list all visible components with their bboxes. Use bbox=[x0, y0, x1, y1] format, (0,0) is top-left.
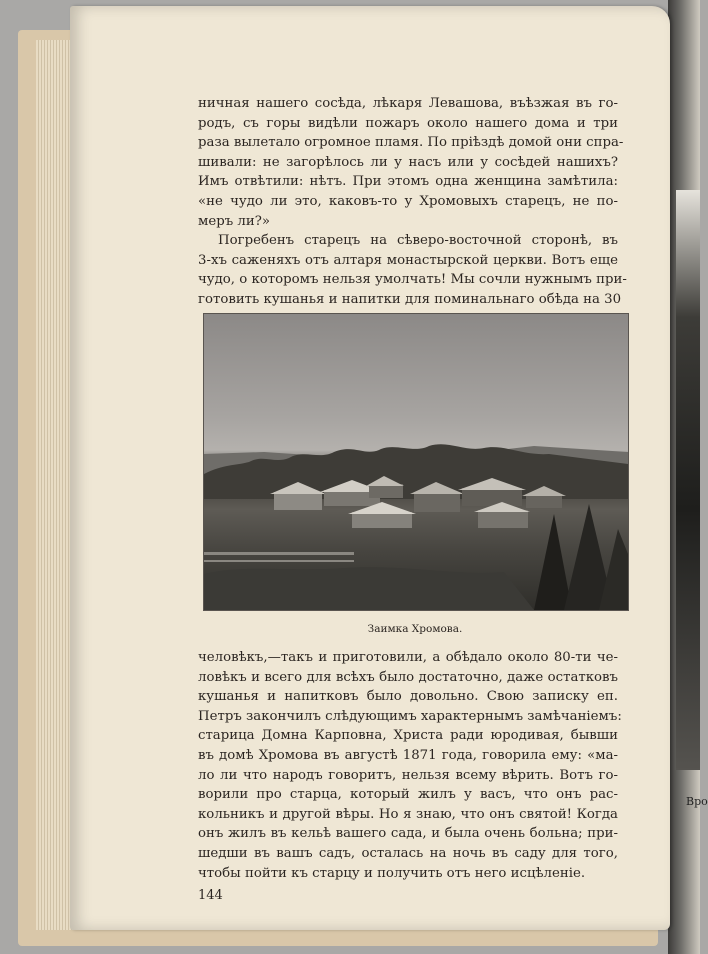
text-line: Погребенъ старецъ на сѣверо-восточной сторонѣ, въ bbox=[218, 233, 618, 249]
landscape-photo-illustration bbox=[204, 314, 628, 610]
text-line: ловѣкъ и всего для всѣхъ было достаточно, даже остатковъ bbox=[198, 669, 618, 685]
bottom-paragraphs bbox=[198, 648, 622, 883]
text-line: ворили про старца, который жилъ у васъ, что онъ рас- bbox=[198, 787, 618, 803]
text-line: Петръ закончилъ слѣдующимъ характернымъ замѣчаніемъ: bbox=[198, 708, 622, 724]
text-line: чудо, о которомъ нельзя умолчать! Мы сочли нужнымъ при- bbox=[198, 272, 627, 288]
facing-page-text-fragment: Вро bbox=[686, 795, 708, 808]
text-line: человѣкъ,—такъ и приготовили, а обѣдало около 80-ти че- bbox=[198, 650, 618, 665]
text-line: въ домѣ Хромова въ августѣ 1871 года, говорила ему: «ма- bbox=[198, 747, 618, 763]
text-line: родъ, съ горы видѣли пожаръ около нашего дома и три bbox=[198, 115, 618, 131]
text-line: 3-хъ саженяхъ отъ алтаря монастырской церкви. Вотъ еще bbox=[198, 252, 618, 268]
text-line: готовить кушанья и напитки для поминальнаго обѣда на 30 bbox=[198, 291, 622, 307]
text-line: онъ жилъ въ кельѣ вашего сада, и была очень больна; при- bbox=[198, 826, 618, 842]
landscape-photo bbox=[203, 313, 629, 611]
text-line: раза вылетало огромное пламя. По пріѣздѣ домой они спра- bbox=[198, 135, 624, 151]
photo-caption: Заимка Хромова. bbox=[367, 623, 463, 635]
page-number: 144 bbox=[198, 888, 223, 903]
text-line: кушанья и напитковъ было довольно. Свою записку еп. bbox=[198, 689, 618, 705]
text-line: шивали: не загорѣлось ли у насъ или у сосѣдей нашихъ? bbox=[198, 154, 618, 170]
text-line: ло ли что народъ говоритъ, нельзя всему вѣрить. Вотъ го- bbox=[198, 767, 618, 783]
text-line: старица Домна Карповна, Христа ради юродивая, бывши bbox=[198, 728, 618, 744]
text-line: Имъ отвѣтили: нѣтъ. При этомъ одна женщина замѣтила: bbox=[198, 174, 618, 190]
top-paragraphs bbox=[198, 94, 627, 310]
text-line: ничная нашего сосѣда, лѣкаря Левашова, въѣзжая въ го- bbox=[198, 96, 618, 111]
text-line: кольникъ и другой вѣры. Но я знаю, что онъ святой! Когда bbox=[198, 806, 618, 822]
text-line: «не чудо ли это, каковъ-то у Хромовыхъ старецъ, не по- bbox=[198, 193, 618, 209]
text-line: меръ ли?» bbox=[198, 213, 270, 229]
text-line: шедши въ вашъ садъ, осталась на ночь въ саду для того, bbox=[198, 845, 618, 861]
text-line: чтобы пойти къ старцу и получить отъ него исцѣленіе. bbox=[198, 865, 586, 881]
facing-page-photo bbox=[676, 190, 700, 770]
